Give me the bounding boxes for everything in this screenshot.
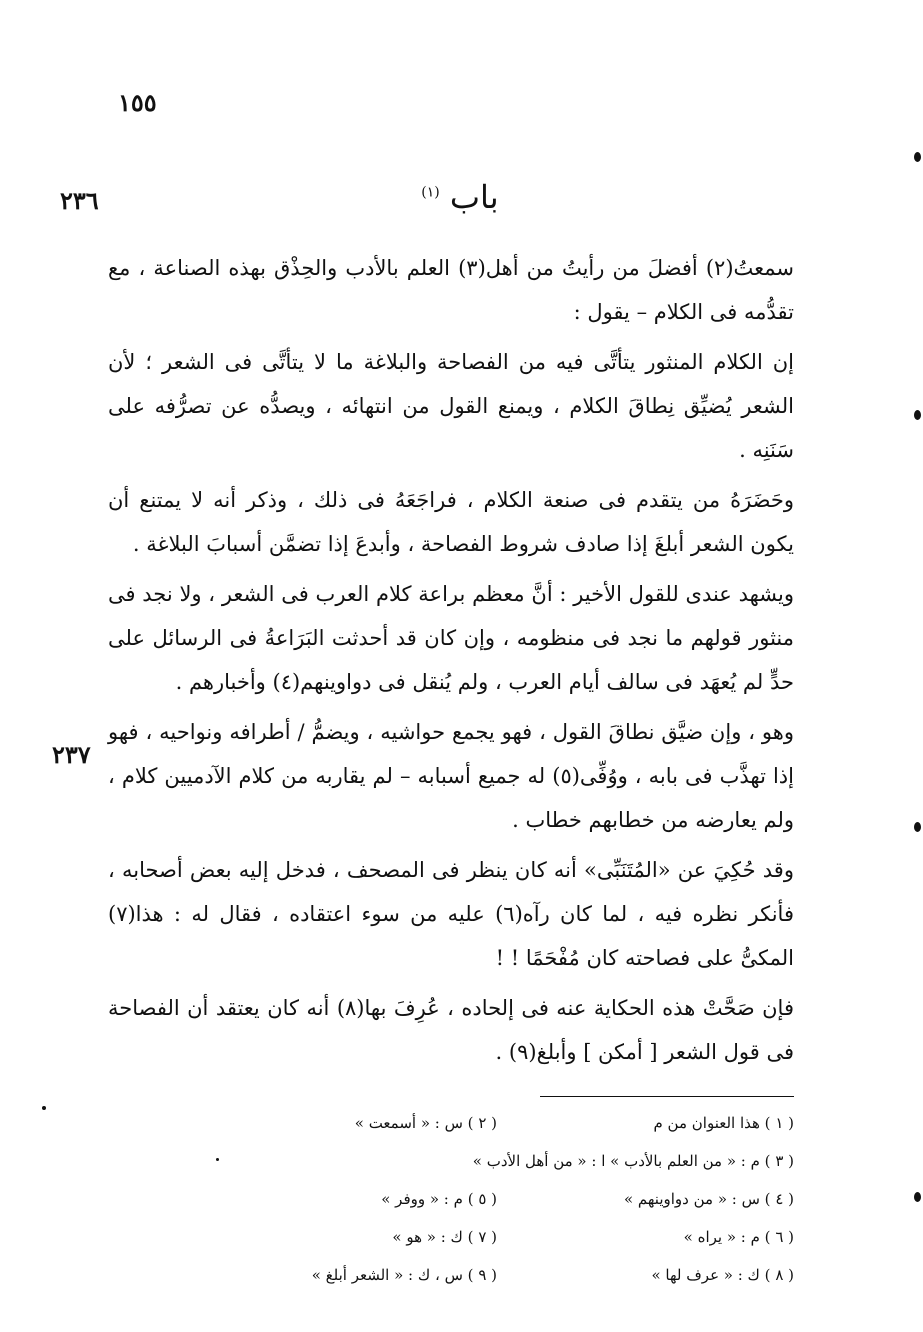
footnote-4: ( ٤ ) س : « من دواوينهم »: [623, 1190, 794, 1208]
page-number: ١٥٥: [118, 88, 157, 117]
paragraph: وحَضَرَهُ من يتقدم فى صنعة الكلام ، فراجَعَهُ فى ذلك ، وذكر أنه لا يمتنع أن يكون الشعر أبلغَ إذا صادف شروط الفصاحة ، وأبدعَ إذا تضمَّن أسبابَ البلاغة .: [108, 488, 794, 556]
footnotes: [200, 1104, 794, 1294]
footnote-row: [200, 1104, 794, 1142]
paragraph: وقد حُكِيَ عن «المُتَنَبِّى» أنه كان ينظر فى المصحف ، فدخل إليه بعض أصحابه ، فأنكر نظره فيه ، لما كان رآه(٦) عليه من سوء اعتقاده ، فقال له : هذا(٧) المكىُّ على فصاحته كان مُفْحَمًا ! !: [108, 858, 794, 970]
scan-speck: [216, 1158, 219, 1161]
scan-speck: [914, 410, 921, 420]
scan-speck: [914, 822, 921, 832]
footnote-row: [200, 1256, 794, 1294]
chapter-footnote-ref: (١): [421, 184, 440, 201]
footnote-row: [200, 1180, 794, 1218]
footnote-6: ( ٦ ) م : « يراه »: [683, 1228, 794, 1246]
original-page-marker-236: ٢٣٦: [60, 186, 99, 215]
footnote-9: ( ٩ ) س ، ك : « الشعر أبلغ »: [311, 1266, 497, 1284]
paragraph: فإن صَحَّتْ هذه الحكاية عنه فى إلحاده ، عُرِفَ بها(٨) أنه كان يعتقد أن الفصاحة فى قول الشعر [ أمكن ] وأبلغ(٩) .: [108, 996, 794, 1064]
footnote-7: ( ٧ ) ك : « هو »: [392, 1228, 497, 1246]
footnote-8: ( ٨ ) ك : « عرف لها »: [651, 1266, 794, 1284]
main-text: [108, 246, 794, 1080]
scan-speck: [914, 152, 921, 162]
paragraph: إن الكلام المنثور يتأتَّى فيه من الفصاحة والبلاغة ما لا يتأتَّى فى الشعر ؛ لأن الشعر يُضيِّق نِطاقَ الكلام ، ويمنع القول من انتهائه ، ويصدُّه عن تصرُّفه على سَنَنِه .: [108, 350, 794, 462]
paragraph: وهو ، وإن ضيَّق نطاقَ القول ، فهو يجمع حواشيه ، ويضمُّ / أطرافه ونواحيه ، فهو إذا تهذَّب فى بابه ، ووُفِّى(٥) له جميع أسبابه – لم يقاربه من كلام الآدميين كلام ، ولم يعارضه من خطابهم خطاب .: [108, 720, 794, 832]
footnote-5: ( ٥ ) م : « ووفر »: [381, 1190, 497, 1208]
scan-speck: [914, 1192, 921, 1202]
footnote-3: ( ٣ ) م : « من العلم بالأدب » ا : « من أهل الأدب »: [472, 1152, 794, 1170]
footnote-2: ( ٢ ) س : « أسمعت »: [354, 1114, 497, 1132]
footnote-1: ( ١ ) هذا العنوان من م: [653, 1114, 794, 1132]
paragraph: ويشهد عندى للقول الأخير : أنَّ معظم براعة كلام العرب فى الشعر ، ولا نجد فى منثور قولهم ما نجد فى منظومه ، وإن كان قد أحدثت البَرَاعةُ فى الرسائل على حدٍّ لم يُعهَد فى سالف أيام العرب ، ولم يُنقل فى دواوينهم(٤) وأخبارهم .: [108, 582, 794, 694]
footnote-row: [200, 1218, 794, 1256]
scan-speck: [42, 1106, 46, 1110]
footnote-divider: [540, 1096, 794, 1097]
chapter-heading: [360, 178, 560, 216]
chapter-title: باب: [449, 178, 499, 216]
footnote-row: [200, 1142, 794, 1180]
paragraph: سمعتُ(٢) أفضلَ من رأيتُ من أهل(٣) العلم بالأدب والحِذْق بهذه الصناعة ، مع تقدُّمه فى الكلام – يقول :: [108, 256, 794, 324]
original-page-marker-237: ٢٣٧: [52, 740, 91, 769]
